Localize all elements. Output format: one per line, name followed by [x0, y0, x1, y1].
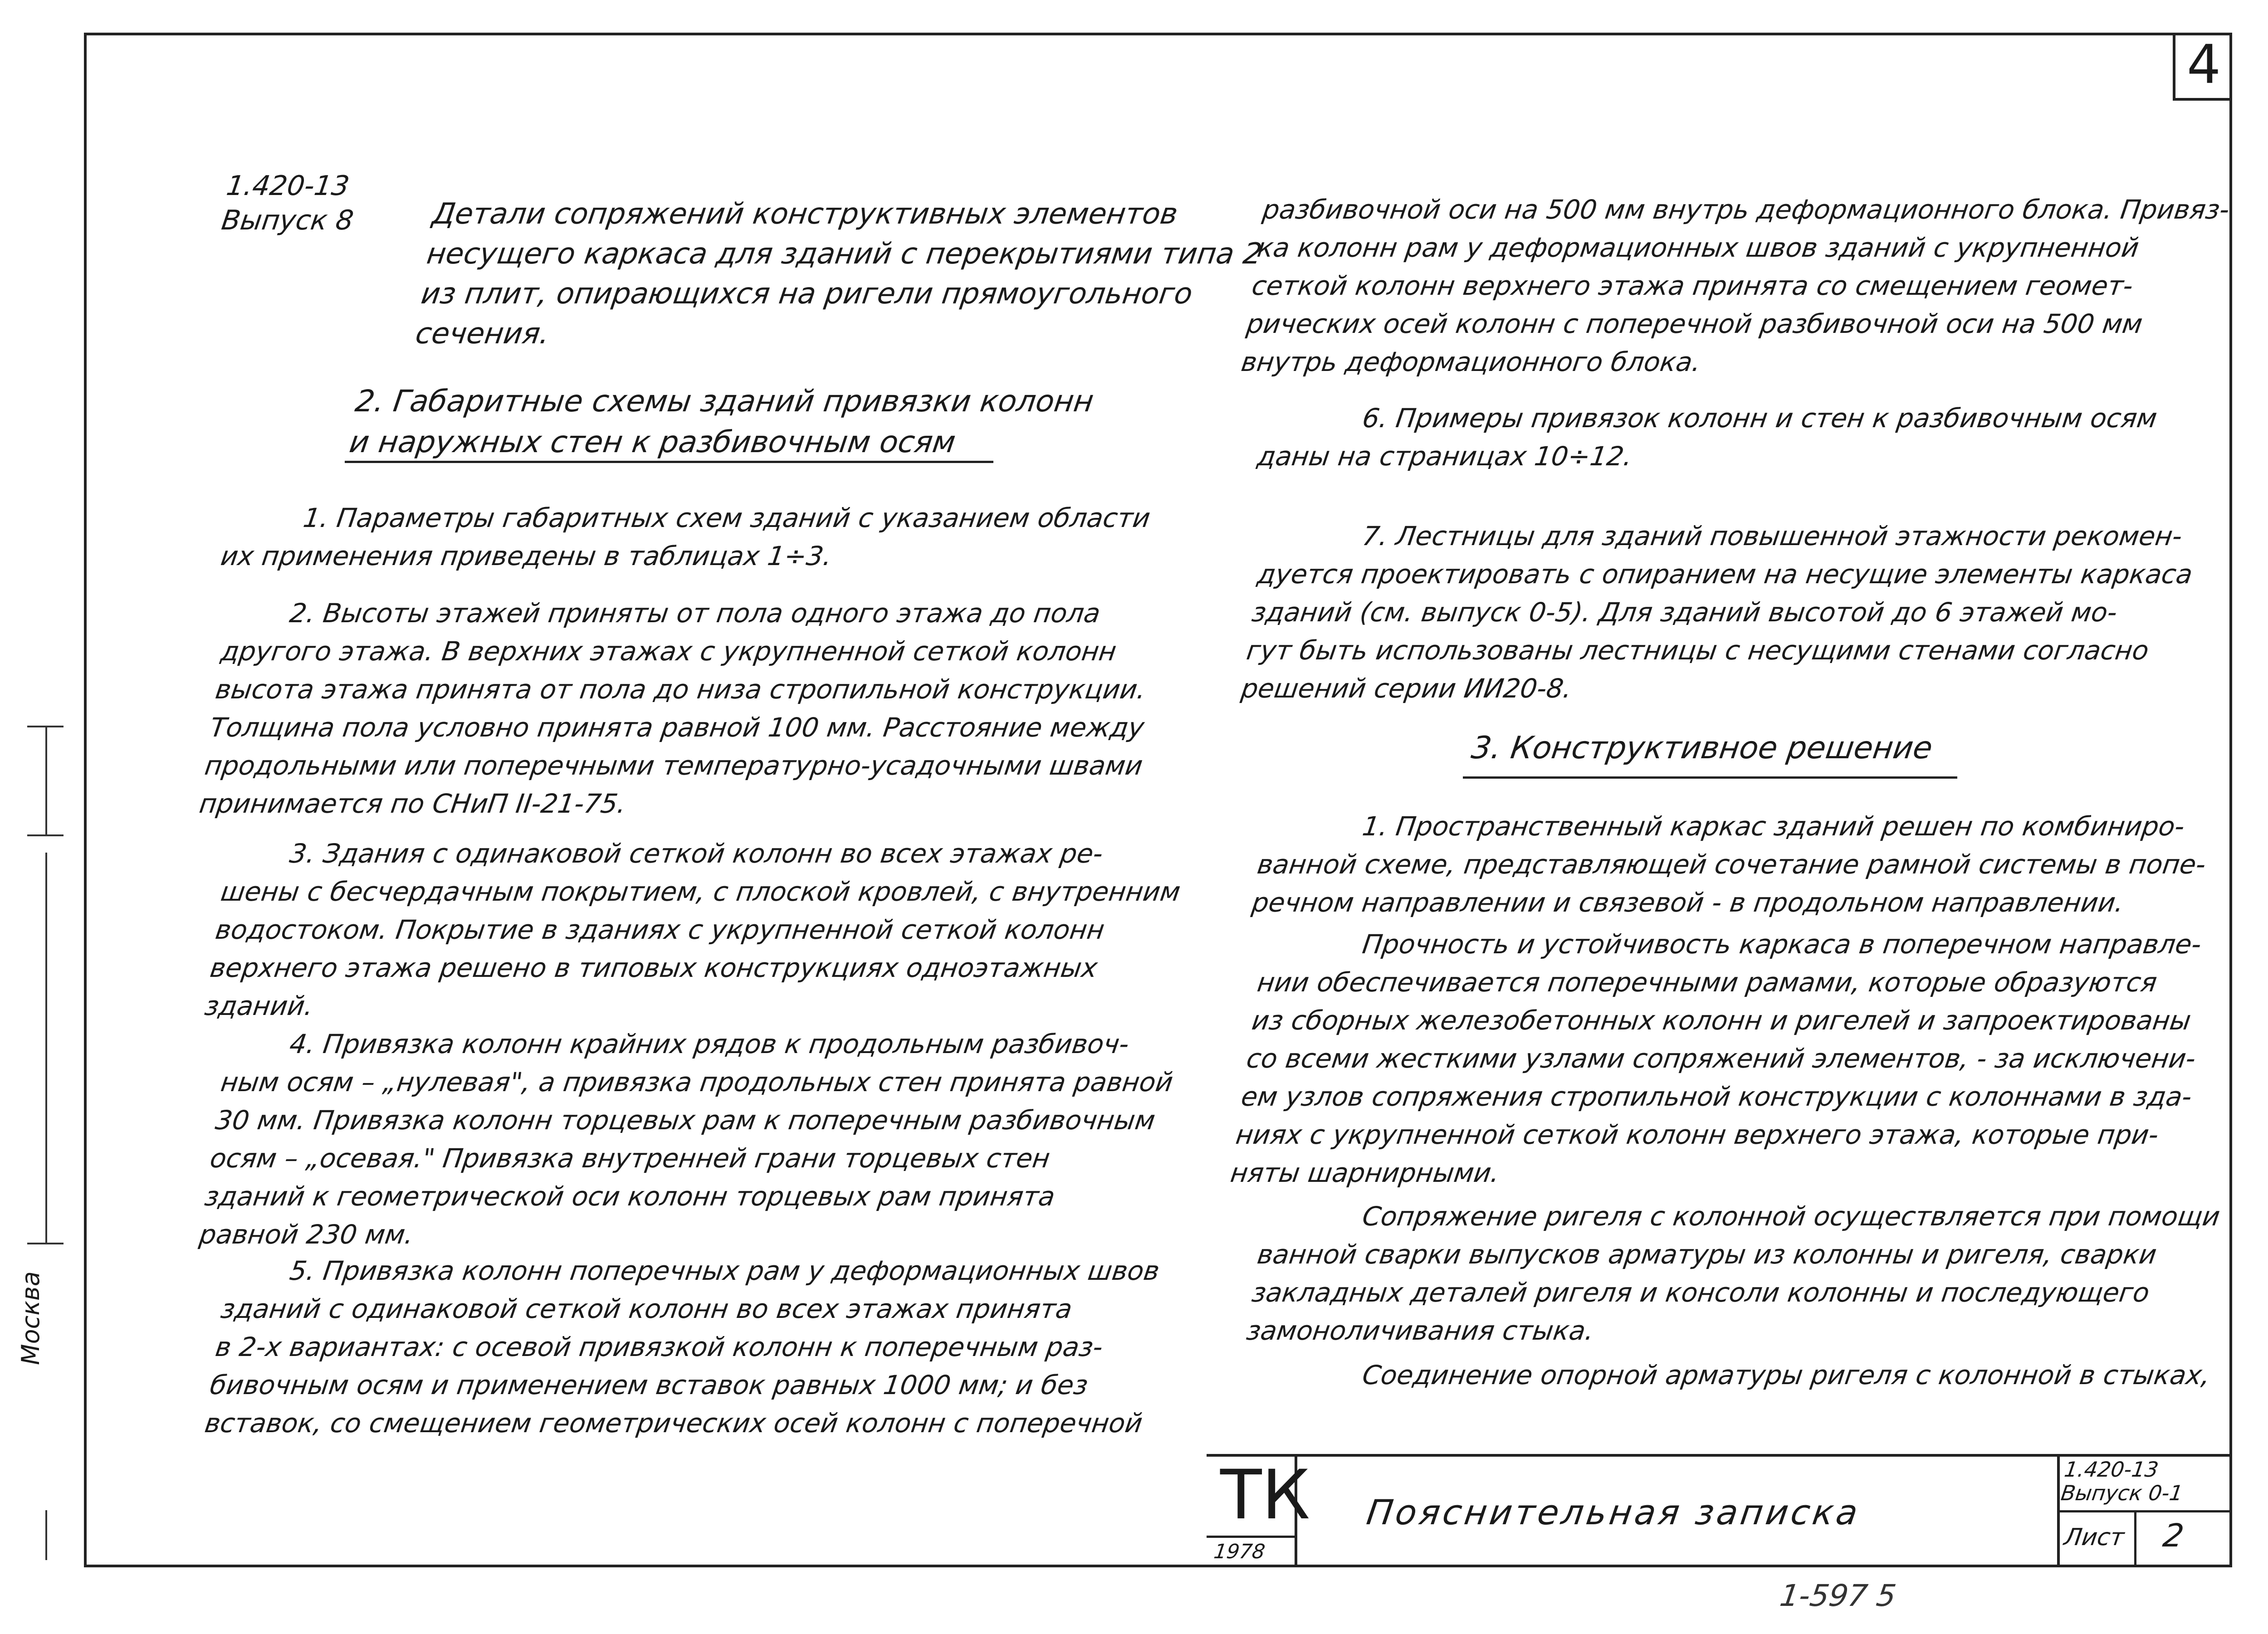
text-line: ка колонн рам у деформационных швов зданий с укрупненной — [1255, 232, 2141, 263]
code-line: 1.420-13 — [2063, 1457, 2160, 1482]
text-line: Прочность и устойчивость каркаса в поперечном направле- — [1360, 929, 2204, 960]
text-line: дуется проектировать с опиранием на несущие элементы каркаса — [1255, 559, 2195, 590]
text-line: высота этажа принята от пола до низа стропильной конструкции. — [213, 674, 1148, 705]
paragraph-3-3 — [1244, 1197, 2223, 1350]
reference-code: 1.420-13 — [224, 170, 352, 202]
text-line: зданий с одинаковой сеткой колонн во всех этажах принята — [219, 1293, 1074, 1324]
text-line: внутрь деформационного блока. — [1239, 346, 1703, 377]
section-3-title: 3. Конструктивное решение — [1469, 730, 1935, 766]
margin-line-mid — [45, 853, 47, 1243]
text-line: водостоком. Покрытие в зданиях с укрупненной сеткой колонн — [213, 914, 1107, 945]
org-divider — [1207, 1536, 1297, 1538]
title-block-title: Пояснительная записка — [1364, 1492, 1863, 1532]
text-line: закладных деталей ригеля и консоли колонны и последующего — [1250, 1277, 2151, 1308]
paragraph-2-1 — [218, 499, 1153, 575]
text-line: 6. Примеры привязок колонн и стен к разбивочным осям — [1360, 403, 2159, 434]
page-number: 4 — [2173, 33, 2232, 101]
text-line: другого этажа. В верхних этажах с укрупненной сеткой колонн — [219, 636, 1119, 667]
text-line: зданий. — [203, 990, 315, 1021]
text-line: зданий к геометрической оси колонн торцевых рам принята — [203, 1181, 1057, 1212]
text-line: вставок, со смещением геометрических осей колонн с поперечной — [203, 1408, 1145, 1439]
text-line: Толщина пола условно принята равной 100 мм. Расстояние между — [208, 712, 1146, 743]
section-title-line: и наружных стен к разбивочным осям — [347, 424, 958, 459]
paragraph-2-7 — [1239, 517, 2200, 707]
text-line: Сопряжение ригеля с колонной осуществляется при помощи — [1360, 1201, 2222, 1232]
margin-tick — [27, 1243, 64, 1244]
text-line: ным осям – „нулевая", а привязка продольных стен принята равной — [219, 1067, 1175, 1097]
text-line: гут быть использованы лестницы с несущими стенами согласно — [1244, 635, 2151, 666]
sheet-number: 2 — [2160, 1517, 2186, 1554]
text-line: сеткой колонн верхнего этажа принята со смещением геомет- — [1250, 270, 2135, 301]
text-line: 4. Привязка колонн крайних рядов к продольным разбивоч- — [288, 1029, 1131, 1059]
text-line: ниях с укрупненной сеткой колонн верхнего этажа, которые при- — [1234, 1119, 2161, 1150]
text-line: в 2-х вариантах: с осевой привязкой колонн к поперечным раз- — [213, 1332, 1105, 1362]
title-line: сечения. — [413, 317, 552, 351]
text-line: Соединение опорной арматуры ригеля с колонной в стыках, — [1360, 1360, 2213, 1390]
paragraph-3-2 — [1228, 925, 2215, 1192]
margin-text: Москва — [16, 1271, 45, 1365]
text-line: принимается по СНиП II-21-75. — [197, 788, 628, 819]
text-line: решений серии ИИ20-8. — [1239, 673, 1574, 704]
text-line: няты шарнирными. — [1228, 1157, 1502, 1188]
document-reference — [220, 169, 361, 238]
text-line: 30 мм. Привязка колонн торцевых рам к поперечным разбивочным — [213, 1105, 1158, 1136]
title-block-divider — [2057, 1510, 2232, 1512]
title-line: несущего каркаса для зданий с перекрытиями типа 2 — [425, 237, 1264, 271]
section-3-underline — [1463, 776, 1957, 779]
text-line: равной 230 мм. — [197, 1219, 416, 1250]
paragraph-2-4 — [197, 1025, 1181, 1254]
paragraph-3-4 — [1260, 1356, 2213, 1394]
text-line: 2. Высоты этажей приняты от пола одного этажа до пола — [288, 598, 1103, 629]
text-line: речном направлении и связевой - в продольном направлении. — [1250, 887, 2126, 918]
text-line: разбивочной оси на 500 мм внутрь деформационного блока. Привяз- — [1261, 194, 2232, 225]
org-mark: ТК — [1220, 1456, 1310, 1535]
text-line: ем узлов сопряжения стропильной конструкции с колоннами в зда- — [1239, 1081, 2194, 1112]
text-line: 3. Здания с одинаковой сеткой колонн во всех этажах ре- — [288, 838, 1105, 869]
continuation-paragraph — [1239, 190, 2232, 381]
text-line: 1. Параметры габаритных схем зданий с указанием области — [301, 502, 1153, 533]
paragraph-2-3 — [202, 834, 1188, 1025]
text-line: нии обеспечивается поперечными рамами, которые образуются — [1255, 967, 2159, 998]
text-line: рических осей колонн с поперечной разбивочной оси на 500 мм — [1244, 308, 2145, 339]
text-line: даны на страницах 10÷12. — [1255, 441, 1634, 472]
title-block-year: 1978 — [1212, 1540, 1266, 1563]
text-line: ванной схеме, представляющей сочетание рамной системы в попе- — [1255, 849, 2208, 880]
text-line: бивочным осям и применением вставок равных 1000 мм; и без — [208, 1370, 1090, 1400]
text-line: их применения приведены в таблицах 1÷3. — [219, 541, 834, 571]
section-title-line: 2. Габаритные схемы зданий привязки колонн — [353, 384, 1096, 419]
title-line: из плит, опирающихся на ригели прямоугольного — [419, 277, 1195, 311]
text-line: верхнего этажа решено в типовых конструкциях одноэтажных — [208, 952, 1100, 983]
margin-tick — [27, 834, 64, 836]
text-line: из сборных железобетонных колонн и ригелей и запроектированы — [1250, 1005, 2193, 1036]
margin-line-bottom — [45, 1510, 47, 1560]
section-2-underline — [345, 461, 993, 463]
margin-tick — [27, 726, 64, 727]
text-line: шены с бесчердачным покрытием, с плоской кровлей, с внутренним — [219, 876, 1183, 907]
title-block-code — [2059, 1458, 2188, 1505]
code-line: Выпуск 0-1 — [2059, 1481, 2185, 1505]
text-line: зданий (см. выпуск 0-5). Для зданий высотой до 6 этажей мо- — [1250, 597, 2119, 628]
text-line: ванной сварки выпусков арматуры из колонны и ригеля, сварки — [1255, 1239, 2159, 1270]
text-line: 1. Пространственный каркас зданий решен по комбиниро- — [1360, 811, 2187, 842]
text-line: со всеми жесткими узлами сопряжений элементов, - за исключени- — [1244, 1043, 2198, 1074]
sheet-label: Лист — [2062, 1524, 2126, 1551]
text-line: продольными или поперечными температурно-усадочными швами — [203, 750, 1145, 781]
text-line: осям – „осевая." Привязка внутренней грани торцевых стен — [208, 1143, 1052, 1174]
paragraph-2-6 — [1255, 399, 2159, 475]
title-line: Детали сопряжений конструктивных элементов — [430, 197, 1180, 231]
archive-number: 1-597 5 — [1778, 1578, 1898, 1613]
reference-issue: Выпуск 8 — [220, 205, 356, 236]
text-line: замоноличивания стыка. — [1244, 1315, 1596, 1346]
document-title — [413, 194, 1271, 354]
paragraph-2-5 — [202, 1252, 1166, 1442]
title-block-sheet-divider — [2134, 1510, 2136, 1567]
margin-line-top — [45, 726, 47, 834]
paragraph-2-2 — [197, 594, 1167, 823]
text-line: 5. Привязка колонн поперечных рам у деформационных швов — [288, 1255, 1162, 1286]
section-2-title — [347, 381, 1096, 463]
paragraph-3-1 — [1250, 807, 2214, 922]
text-line: 7. Лестницы для зданий повышенной этажности рекомен- — [1360, 521, 2185, 551]
